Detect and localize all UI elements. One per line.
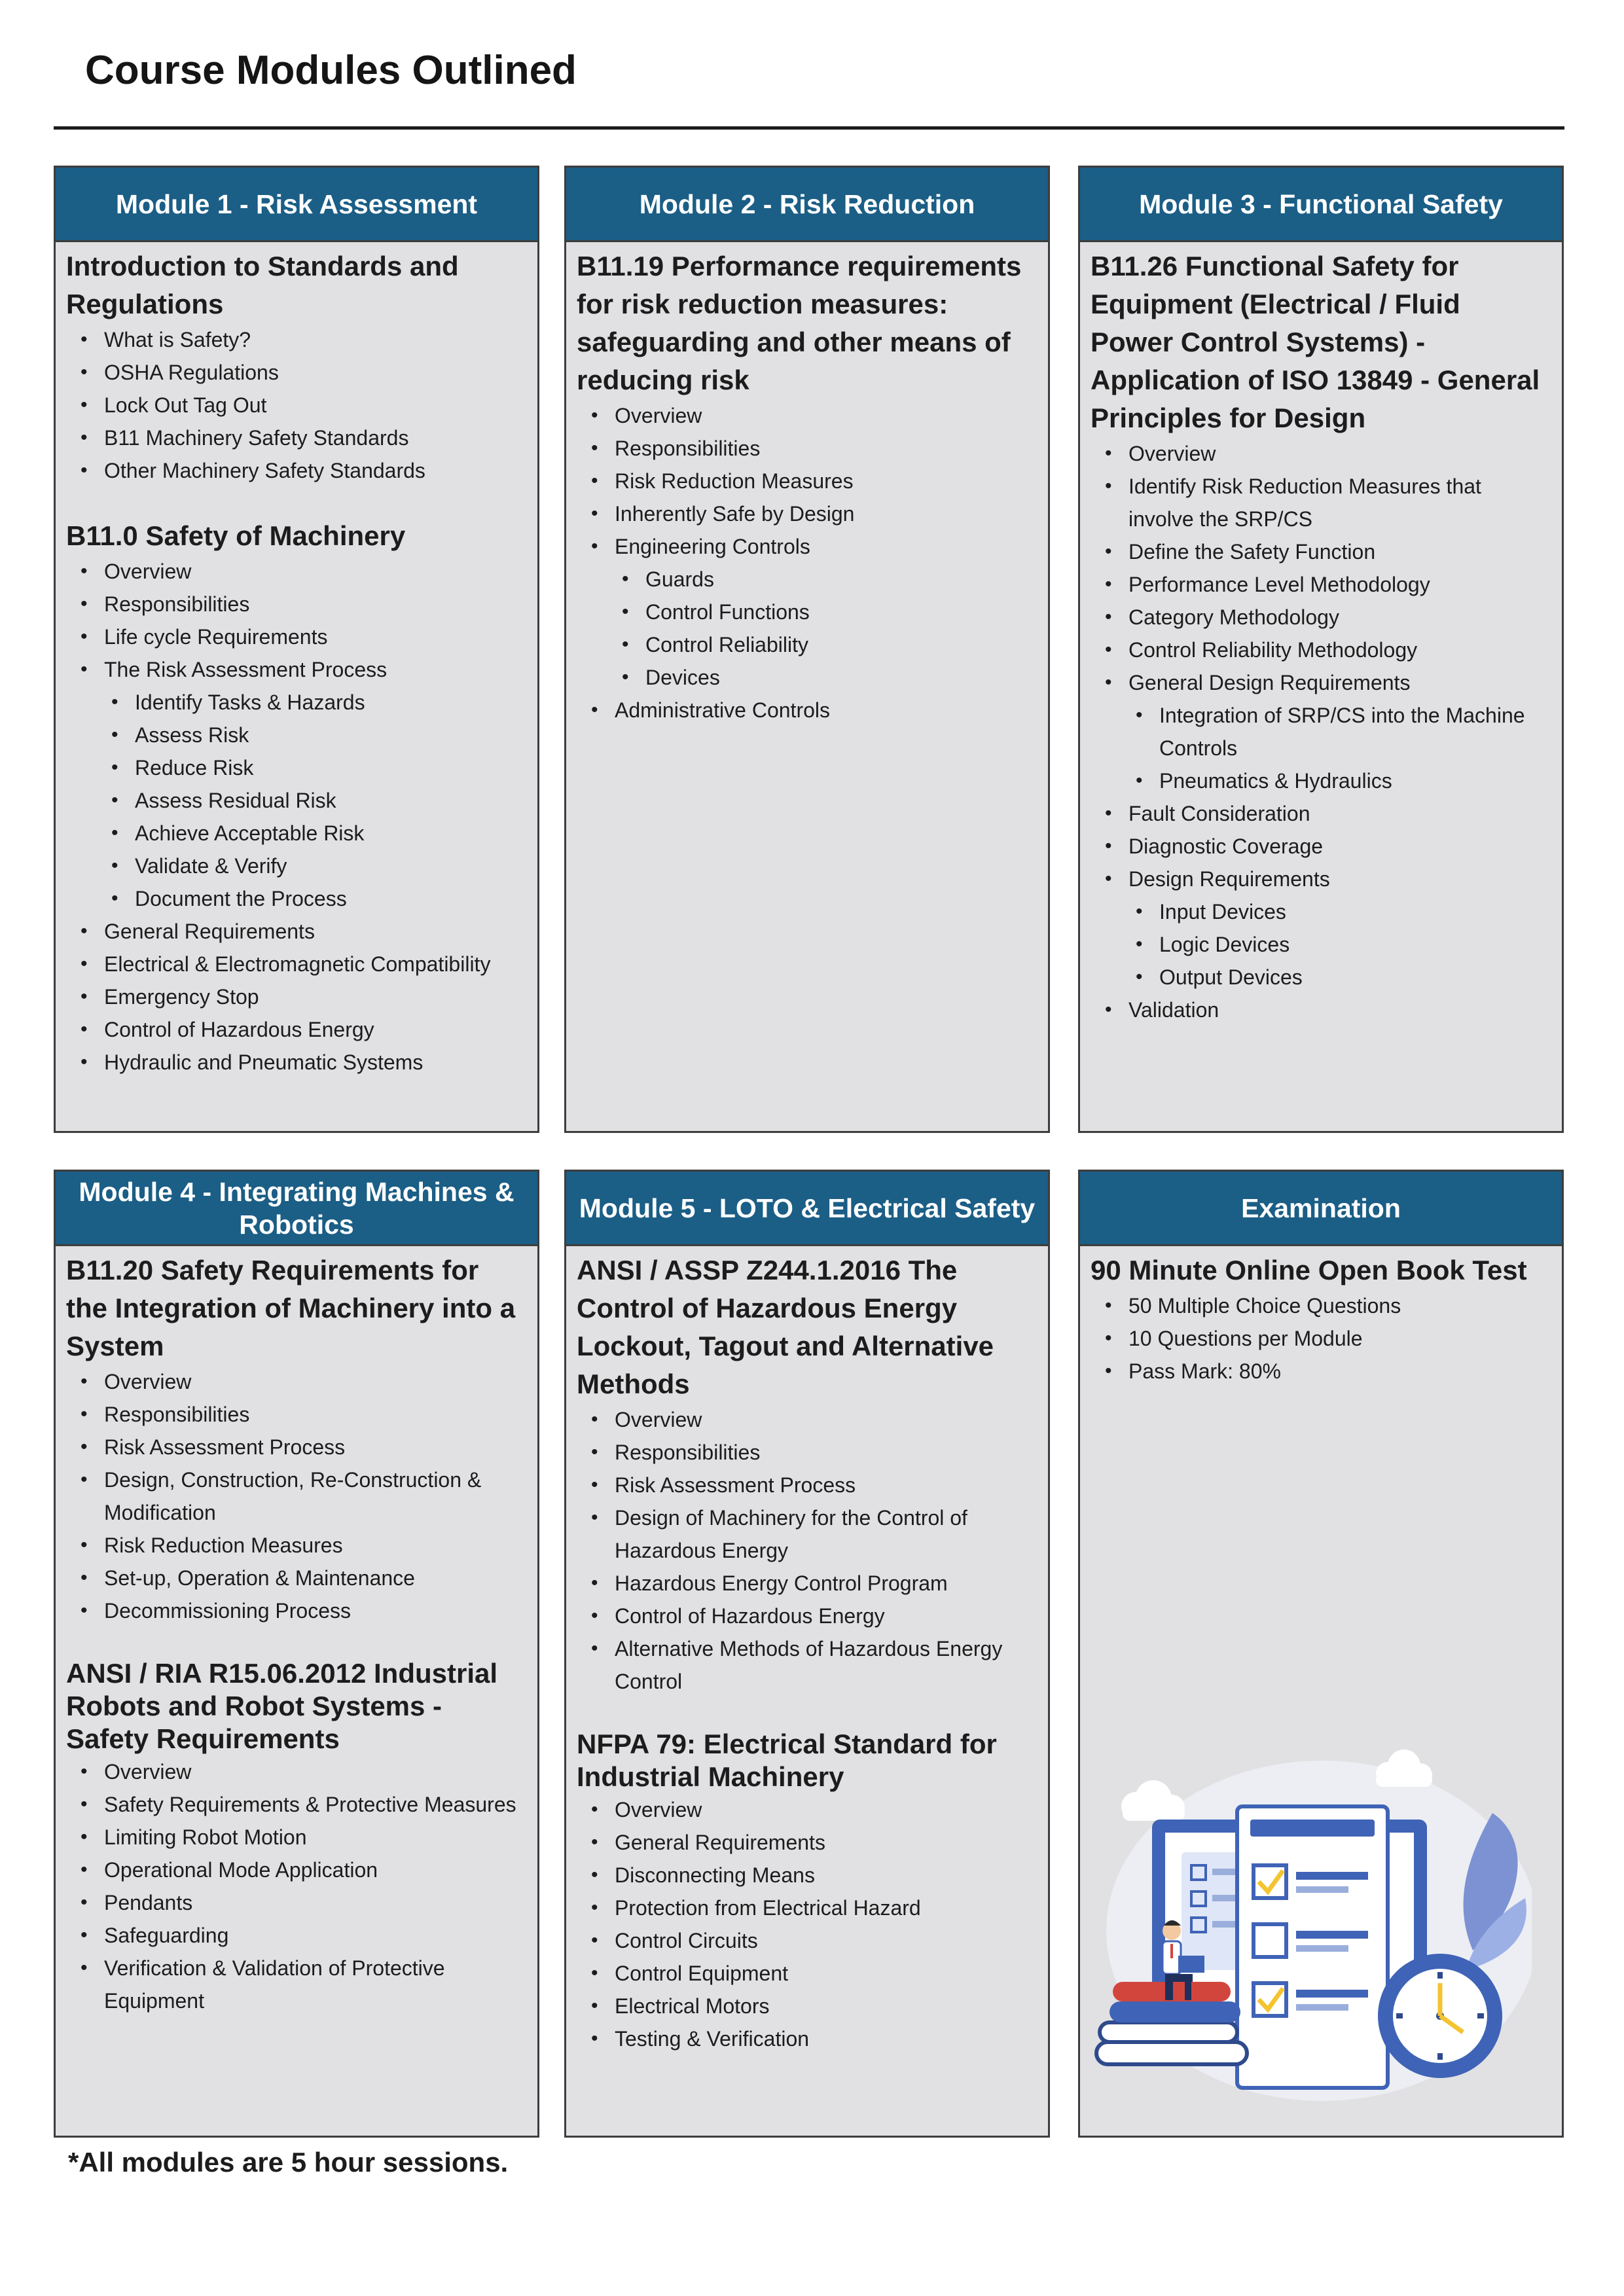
section-title: B11.19 Performance requirements for risk reduction measures: safeguarding and other means of reducing risk [577,251,1022,395]
list-item: • 50 Multiple Choice Questions [1091,1289,1550,1322]
sub-list-item: • Assess Residual Risk [66,784,526,817]
list-item: • Safety Requirements & Protective Measures [66,1788,526,1821]
list-item: • Overview [577,1403,1036,1436]
sub-list-item: • Achieve Acceptable Risk [66,817,526,850]
topic-list [1091,437,1550,1026]
list-item: • What is Safety? [66,323,526,356]
list-item: • Overview [66,1755,526,1788]
list-item: • Category Methodology [1091,601,1550,634]
module-body [1080,1246,1562,1388]
topic-list [66,555,526,1079]
list-item: • Pass Mark: 80% [1091,1355,1550,1388]
list-item: • Define the Safety Function [1091,535,1550,568]
module-card-4 [54,1170,539,2138]
list-item: • Other Machinery Safety Standards [66,454,526,487]
topic-list [577,1403,1036,1698]
list-item: • Verification & Validation of Protective Equipment [66,1952,526,2017]
list-item: • Control of Hazardous Energy [577,1600,1036,1632]
list-item: • Fault Consideration [1091,797,1550,830]
sub-list-item: • Reduce Risk [66,751,526,784]
sub-list-item: • Pneumatics & Hydraulics [1091,764,1550,797]
list-item: • Design, Construction, Re-Construction & Modification [66,1463,526,1529]
sub-list-item: • Devices [577,661,1036,694]
module-body [56,242,537,1079]
topic-list [577,399,1036,726]
list-item: • Overview [577,1793,1036,1826]
list-item: • Alternative Methods of Hazardous Energy Control [577,1632,1036,1698]
module-header: Module 1 - Risk Assessment [56,168,537,242]
list-item: • Safeguarding [66,1919,526,1952]
sub-list-item: • Validate & Verify [66,850,526,882]
list-item: • General Requirements [66,915,526,948]
list-item: • OSHA Regulations [66,356,526,389]
list-item: • Overview [577,399,1036,432]
module-header: Examination [1080,1172,1562,1246]
clock-icon [1378,1954,1502,2078]
module-body [56,1246,537,2017]
title-divider [54,126,1564,130]
list-item: • Responsibilities [577,1436,1036,1469]
topic-list [66,323,526,487]
list-item: • Set-up, Operation & Maintenance [66,1562,526,1594]
laptop-icon [1178,1956,1204,1973]
module-body [1080,242,1562,1026]
list-item: • Risk Reduction Measures [66,1529,526,1562]
sub-list-item: • Input Devices [1091,895,1550,928]
list-item: • Risk Reduction Measures [577,465,1036,497]
section-title: ANSI / ASSP Z244.1.2016 The Control of Hazardous Energy Lockout, Tagout and Alternative Methods [577,1255,994,1399]
topic-list [66,1755,526,2017]
section-title: Introduction to Standards and Regulations [66,251,459,319]
list-item: • Overview [1091,437,1550,470]
section-title: B11.0 Safety of Machinery [66,520,406,551]
sub-list-item: • Control Functions [577,596,1036,628]
list-item: • Lock Out Tag Out [66,389,526,422]
section-title: 90 Minute Online Open Book Test [1091,1255,1527,1285]
list-item: • Performance Level Methodology [1091,568,1550,601]
sub-list-item: • Assess Risk [66,719,526,751]
list-item: • Identify Risk Reduction Measures that involve the SRP/CS [1091,470,1550,535]
list-item: • B11 Machinery Safety Standards [66,422,526,454]
list-item: • Control of Hazardous Energy [66,1013,526,1046]
section-title: NFPA 79: Electrical Standard for Industrial Machinery [577,1729,997,1792]
list-item: • Control Circuits [577,1924,1036,1957]
list-item: • Inherently Safe by Design [577,497,1036,530]
list-item: • Control Equipment [577,1957,1036,1990]
sub-list-item: • Identify Tasks & Hazards [66,686,526,719]
list-item: • Operational Mode Application [66,1854,526,1886]
sub-list-item: • Guards [577,563,1036,596]
list-item: • Overview [66,555,526,588]
list-item: • The Risk Assessment Process [66,653,526,686]
module-body [566,242,1048,726]
sub-list-item: • Output Devices [1091,961,1550,994]
module-card-1 [54,166,539,1133]
sub-list-item: • Document the Process [66,882,526,915]
topic-list [66,1365,526,1627]
paper-header [1250,1820,1375,1837]
module-header: Module 3 - Functional Safety [1080,168,1562,242]
list-item: • Limiting Robot Motion [66,1821,526,1854]
exam-illustration [1074,1734,1532,2114]
cloud-icon [1376,1749,1432,1787]
list-item: • Administrative Controls [577,694,1036,726]
list-item: • Hydraulic and Pneumatic Systems [66,1046,526,1079]
list-item: • Pendants [66,1886,526,1919]
module-header: Module 2 - Risk Reduction [566,168,1048,242]
list-item: • Protection from Electrical Hazard [577,1892,1036,1924]
list-item: • Design of Machinery for the Control of Hazardous Energy [577,1501,1036,1567]
list-item: • Hazardous Energy Control Program [577,1567,1036,1600]
sub-list-item: • Logic Devices [1091,928,1550,961]
list-item: • Emergency Stop [66,980,526,1013]
list-item: • Risk Assessment Process [66,1431,526,1463]
list-item: • Responsibilities [66,588,526,620]
list-item: • Risk Assessment Process [577,1469,1036,1501]
list-item: • Overview [66,1365,526,1398]
list-item: • Design Requirements [1091,863,1550,895]
list-item: • 10 Questions per Module [1091,1322,1550,1355]
module-card-2 [564,166,1050,1133]
list-item: • General Requirements [577,1826,1036,1859]
cloud-icon [1121,1780,1185,1821]
module-card-5 [564,1170,1050,2138]
page-title: Course Modules Outlined [85,48,577,93]
list-item: • Testing & Verification [577,2022,1036,2055]
list-item: • Responsibilities [577,432,1036,465]
list-item: • Electrical & Electromagnetic Compatibility [66,948,526,980]
module-card-3 [1078,166,1564,1133]
section-title: B11.20 Safety Requirements for the Integration of Machinery into a System [66,1255,516,1361]
sub-list-item: • Integration of SRP/CS into the Machine Controls [1091,699,1550,764]
list-item: • General Design Requirements [1091,666,1550,699]
list-item: • Electrical Motors [577,1990,1036,2022]
sessions-footnote: *All modules are 5 hour sessions. [68,2147,509,2178]
list-item: • Decommissioning Process [66,1594,526,1627]
list-item: • Control Reliability Methodology [1091,634,1550,666]
module-body [566,1246,1048,2055]
topic-list [577,1793,1036,2055]
sub-list-item: • Control Reliability [577,628,1036,661]
module-header: Module 4 - Integrating Machines & Robotics [56,1172,537,1246]
list-item: • Diagnostic Coverage [1091,830,1550,863]
list-item: • Validation [1091,994,1550,1026]
list-item: • Disconnecting Means [577,1859,1036,1892]
section-title: B11.26 Functional Safety for Equipment (Electrical / Fluid Power Control Systems) - Application of ISO 13849 - General Principles for Design [1091,251,1540,433]
module-header: Module 5 - LOTO & Electrical Safety [566,1172,1048,1246]
topic-list [1091,1289,1550,1388]
section-title: ANSI / RIA R15.06.2012 Industrial Robots and Robot Systems - Safety Requirements [66,1658,498,1754]
list-item: • Engineering Controls [577,530,1036,563]
list-item: • Life cycle Requirements [66,620,526,653]
list-item: • Responsibilities [66,1398,526,1431]
